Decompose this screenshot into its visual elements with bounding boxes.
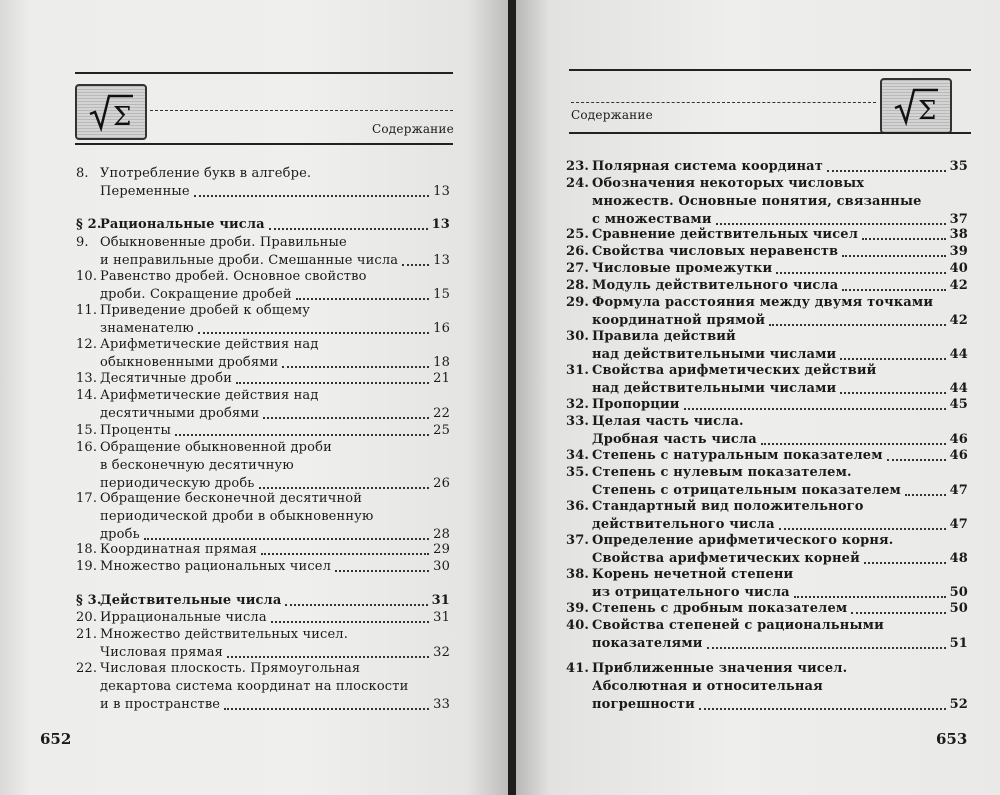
toc-entry (566, 532, 968, 568)
dot-leader (840, 392, 945, 394)
toc-entry-number: 12. (76, 337, 98, 352)
toc-entry-title: Числовые промежутки (592, 261, 773, 276)
toc-entry-page: 50 (949, 601, 968, 616)
toc-entry-title: Употребление букв в алгебре. (100, 166, 312, 181)
toc-entry-number: 41. (566, 661, 590, 676)
toc-entry-number: 27. (566, 261, 590, 276)
dot-leader (862, 238, 946, 240)
toc-entry (566, 413, 968, 449)
toc-entry-number: 10. (76, 269, 98, 284)
toc-entry-page: 22 (433, 406, 450, 421)
toc-entry-page: 18 (433, 355, 450, 370)
toc-entry (76, 592, 450, 610)
toc-entry (566, 447, 968, 465)
dot-leader (699, 708, 946, 710)
toc-entry-title: Свойства числовых неравенств (592, 244, 839, 259)
toc-entry (566, 158, 968, 176)
toc-entry (76, 609, 450, 627)
dot-leader (194, 195, 429, 197)
toc-entry-title: Проценты (100, 423, 171, 438)
toc-entry-number: 17. (76, 491, 98, 506)
toc-entry-page: 46 (949, 448, 968, 463)
header-title: Содержание (571, 108, 653, 122)
toc-entry-title: Степень с отрицательным показателем (592, 483, 901, 498)
header-title: Содержание (372, 122, 454, 136)
toc-entry-page: 45 (949, 397, 968, 412)
toc-entry-title: над действительными числами (592, 381, 837, 396)
page-number: 653 (936, 730, 968, 748)
toc-entry-page: 50 (949, 585, 968, 600)
svg-text:Σ: Σ (113, 102, 132, 132)
toc-entry-title: Приведение дробей к общему (100, 303, 311, 318)
toc-entry-title: Степень с дробным показателем (592, 601, 848, 616)
toc-entry-page: 48 (949, 551, 968, 566)
toc-entry (76, 165, 450, 201)
toc-entry-number: 36. (566, 499, 590, 514)
toc-entry-number: § 3. (76, 593, 102, 608)
toc-entry-title: Определение арифметического корня. (592, 533, 894, 548)
toc-entry-number: 28. (566, 278, 590, 293)
dot-leader (227, 656, 429, 658)
toc-entry (76, 234, 450, 270)
toc-list-right (566, 0, 968, 795)
toc-entry-title: Стандартный вид положительного (592, 499, 864, 514)
toc-entry (566, 243, 968, 261)
toc-entry-title: Равенство дробей. Основное свойство (100, 269, 367, 284)
toc-entry-page: 33 (433, 697, 450, 712)
dot-leader (905, 494, 946, 496)
toc-entry-title: дробь (100, 527, 140, 542)
toc-entry-number: 31. (566, 363, 590, 378)
dot-leader (296, 298, 429, 300)
dot-leader (761, 443, 946, 445)
dot-leader (716, 223, 946, 225)
toc-entry-title: Модуль действительного числа (592, 278, 839, 293)
toc-entry (76, 336, 450, 372)
toc-entry-title: периодической дроби в обыкновенную (100, 509, 374, 524)
dot-leader (285, 604, 427, 606)
toc-entry-title: Свойства степеней с рациональными (592, 618, 884, 633)
toc-entry (566, 362, 968, 398)
page-number: 652 (40, 730, 72, 748)
toc-entry-page: 26 (433, 476, 450, 491)
toc-entry-number: 21. (76, 627, 98, 642)
dot-leader (224, 708, 429, 710)
toc-entry (76, 626, 450, 662)
dot-leader (842, 255, 945, 257)
toc-entry-number: 11. (76, 303, 98, 318)
toc-entry-number: 16. (76, 440, 98, 455)
toc-entry-title: Полярная система координат (592, 159, 823, 174)
toc-entry (566, 566, 968, 602)
toc-entry-page: 46 (949, 432, 968, 447)
toc-entry-title: Правила действий (592, 329, 736, 344)
toc-entry-page: 31 (431, 593, 450, 608)
toc-entry-number: 14. (76, 388, 98, 403)
toc-entry-title: Множество действительных чисел. (100, 627, 348, 642)
dot-leader (259, 487, 430, 489)
dot-leader (175, 434, 429, 436)
toc-entry (76, 268, 450, 304)
dot-leader (684, 408, 946, 410)
dot-leader (776, 272, 945, 274)
toc-entry-number: 20. (76, 610, 98, 625)
toc-entry-page: 16 (433, 321, 450, 336)
toc-entry (76, 370, 450, 388)
toc-entry-title: Абсолютная и относительная (592, 679, 823, 694)
dot-leader (840, 358, 945, 360)
toc-list-left (76, 0, 450, 795)
dot-leader (198, 332, 429, 334)
toc-entry (76, 302, 450, 338)
toc-entry-number: 9. (76, 235, 89, 250)
dot-leader (271, 621, 429, 623)
toc-entry-title: обыкновенными дробями (100, 355, 279, 370)
toc-entry-page: 30 (433, 559, 450, 574)
toc-entry-number: 15. (76, 423, 98, 438)
toc-entry (566, 226, 968, 244)
toc-entry (566, 396, 968, 414)
toc-entry (566, 175, 968, 229)
toc-entry-title: декартова система координат на плоскости (100, 679, 409, 694)
toc-entry (566, 660, 968, 714)
toc-entry-number: 19. (76, 559, 98, 574)
toc-entry-page: 15 (433, 287, 450, 302)
dot-leader (263, 417, 429, 419)
toc-entry-title: Множество рациональных чисел (100, 559, 332, 574)
toc-entry-title: координатной прямой (592, 313, 766, 328)
toc-entry (76, 660, 450, 714)
toc-entry (76, 387, 450, 423)
toc-entry-page: 29 (433, 542, 450, 557)
toc-entry-title: Действительные числа (100, 593, 282, 608)
dot-leader (335, 570, 429, 572)
toc-entry-title: Рациональные числа (100, 217, 265, 232)
toc-entry-title: и в пространстве (100, 697, 221, 712)
toc-entry-title: из отрицательного числа (592, 585, 790, 600)
toc-entry-title: Целая часть числа. (592, 414, 744, 429)
dot-leader (827, 170, 946, 172)
toc-entry-title: Дробная часть числа (592, 432, 757, 447)
toc-entry-title: Свойства арифметических корней (592, 551, 860, 566)
toc-entry-page: 13 (433, 253, 450, 268)
toc-entry-number: 30. (566, 329, 590, 344)
toc-entry-number: 40. (566, 618, 590, 633)
toc-entry-number: 39. (566, 601, 590, 616)
dot-leader (707, 647, 946, 649)
toc-entry-title: Переменные (100, 184, 190, 199)
right-page (516, 0, 1000, 795)
toc-entry-page: 47 (949, 483, 968, 498)
toc-entry-page: 52 (949, 697, 968, 712)
toc-entry-title: Обращение бесконечной десятичной (100, 491, 363, 506)
toc-entry (76, 422, 450, 440)
toc-entry-title: действительного числа (592, 517, 775, 532)
toc-entry (566, 464, 968, 500)
toc-entry (76, 558, 450, 576)
toc-entry-number: 29. (566, 295, 590, 310)
toc-entry-page: 38 (949, 227, 968, 242)
toc-entry-title: Корень нечетной степени (592, 567, 794, 582)
toc-entry-page: 25 (433, 423, 450, 438)
toc-entry-title: множеств. Основные понятия, связанные (592, 194, 922, 209)
toc-entry-number: 35. (566, 465, 590, 480)
toc-entry (566, 617, 968, 653)
toc-entry-page: 35 (949, 159, 968, 174)
toc-entry-title: Свойства арифметических действий (592, 363, 877, 378)
toc-entry (566, 294, 968, 330)
toc-entry-page: 44 (949, 381, 968, 396)
toc-entry-number: 24. (566, 176, 590, 191)
toc-entry-title: и неправильные дроби. Смешанные числа (100, 253, 399, 268)
toc-entry-title: Координатная прямая (100, 542, 258, 557)
toc-entry-title: дроби. Сокращение дробей (100, 287, 292, 302)
toc-entry (76, 439, 450, 493)
toc-entry (76, 541, 450, 559)
toc-entry-title: в бесконечную десятичную (100, 458, 294, 473)
dot-leader (842, 289, 945, 291)
toc-entry-number: § 2. (76, 217, 102, 232)
toc-entry-number: 13. (76, 371, 98, 386)
toc-entry-number: 23. (566, 159, 590, 174)
toc-entry-number: 25. (566, 227, 590, 242)
toc-entry-title: Обозначения некоторых числовых (592, 176, 865, 191)
toc-entry (566, 277, 968, 295)
toc-entry-number: 37. (566, 533, 590, 548)
toc-entry-title: периодическую дробь (100, 476, 255, 491)
toc-entry-title: Приближенные значения чисел. (592, 661, 848, 676)
toc-entry-page: 42 (949, 313, 968, 328)
toc-entry-number: 32. (566, 397, 590, 412)
toc-entry-number: 34. (566, 448, 590, 463)
toc-entry-number: 22. (76, 661, 98, 676)
toc-entry-title: с множествами (592, 212, 712, 227)
toc-entry (566, 498, 968, 534)
toc-entry-title: Арифметические действия над (100, 337, 319, 352)
toc-entry-title: знаменателю (100, 321, 194, 336)
dot-leader (144, 538, 429, 540)
toc-entry-page: 51 (949, 636, 968, 651)
toc-entry-title: Формула расстояния между двумя точками (592, 295, 934, 310)
toc-entry-title: Степень с натуральным показателем (592, 448, 883, 463)
toc-entry-number: 26. (566, 244, 590, 259)
toc-entry-page: 37 (949, 212, 968, 227)
dot-leader (269, 228, 428, 230)
toc-entry-number: 33. (566, 414, 590, 429)
dot-leader (769, 324, 945, 326)
toc-entry-page: 21 (433, 371, 450, 386)
toc-entry-title: Числовая плоскость. Прямоугольная (100, 661, 361, 676)
dot-leader (887, 459, 946, 461)
toc-entry-page: 42 (949, 278, 968, 293)
toc-entry-title: показателями (592, 636, 703, 651)
toc-entry-title: Сравнение действительных чисел (592, 227, 859, 242)
toc-entry-title: Арифметические действия над (100, 388, 319, 403)
toc-entry-number: 38. (566, 567, 590, 582)
dot-leader (402, 264, 429, 266)
toc-entry-title: Иррациональные числа (100, 610, 267, 625)
dot-leader (794, 596, 946, 598)
toc-entry-page: 47 (949, 517, 968, 532)
toc-entry-title: Обыкновенные дроби. Правильные (100, 235, 347, 250)
toc-entry-title: Десятичные дроби (100, 371, 233, 386)
dot-leader (864, 562, 946, 564)
toc-entry (566, 328, 968, 364)
toc-entry-page: 28 (433, 527, 450, 542)
toc-entry-number: 8. (76, 166, 89, 181)
toc-entry-page: 13 (433, 184, 450, 199)
toc-entry-page: 39 (949, 244, 968, 259)
toc-entry-page: 13 (431, 217, 450, 232)
toc-entry (566, 260, 968, 278)
dot-leader (261, 553, 429, 555)
toc-entry (76, 216, 450, 234)
dot-leader (851, 612, 945, 614)
toc-entry-title: Числовая прямая (100, 645, 223, 660)
dot-leader (282, 366, 429, 368)
toc-entry (76, 490, 450, 544)
toc-entry-title: Степень с нулевым показателем. (592, 465, 852, 480)
toc-entry-page: 40 (949, 261, 968, 276)
dot-leader (779, 528, 946, 530)
toc-entry-title: над действительными числами (592, 347, 837, 362)
toc-entry-page: 32 (433, 645, 450, 660)
svg-text:Σ: Σ (918, 96, 937, 126)
toc-entry-page: 44 (949, 347, 968, 362)
toc-entry (566, 600, 968, 618)
toc-entry-title: Обращение обыкновенной дроби (100, 440, 332, 455)
toc-entry-title: Пропорции (592, 397, 680, 412)
toc-entry-title: погрешности (592, 697, 695, 712)
toc-entry-page: 31 (433, 610, 450, 625)
dot-leader (236, 382, 429, 384)
toc-entry-number: 18. (76, 542, 98, 557)
toc-entry-title: десятичными дробями (100, 406, 260, 421)
